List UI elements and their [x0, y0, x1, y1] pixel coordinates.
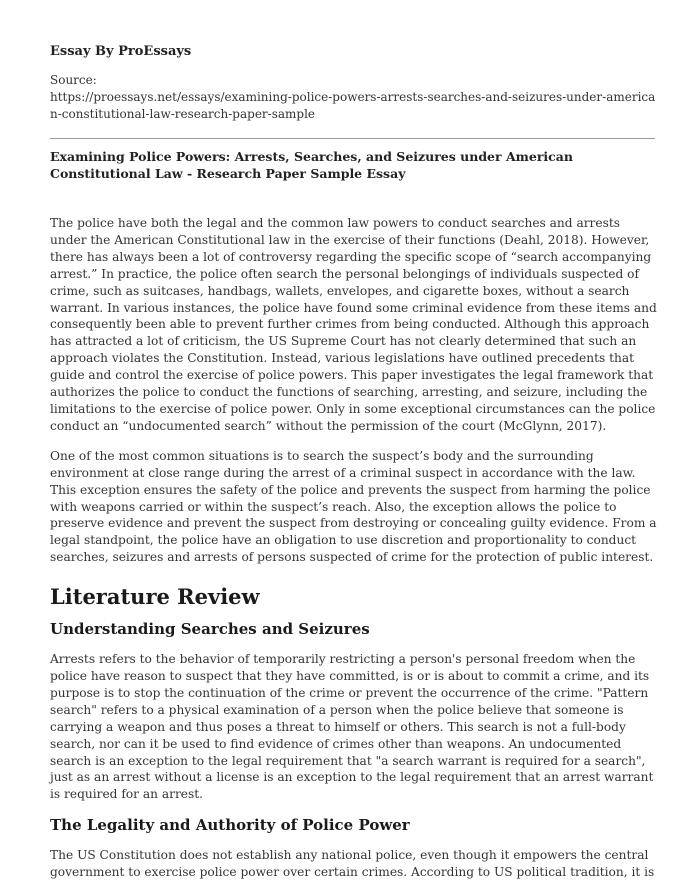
- intro-paragraph-2: One of the most common situations is to search the suspect’s body and the surrounding environment at close range during the arrest of a criminal suspect in accordance with the law. This exception ensures the safety of the police and prevents the suspect from harming the police with weapons carried or within the suspect’s reach. Also, the exception allows the police to preserve evidence and prevent the suspect from destroying or concealing guilty evidence. From a legal standpoint, the police have an obligation to use discretion and proportionality to conduct searches, seizures and arrests of persons suspected of crime for the protection of public interest.: [50, 448, 657, 565]
- source-block: [50, 72, 660, 123]
- essay-title: Examining Police Powers: Arrests, Searches, and Seizures under American Constitutional Law - Research Paper Sample Essay: [50, 149, 573, 181]
- divider: [50, 138, 655, 139]
- subsection-heading-police-power: The Legality and Authority of Police Power: [50, 816, 410, 835]
- subsection-heading-searches-seizures: Understanding Searches and Seizures: [50, 620, 370, 639]
- essay-body: [50, 215, 660, 894]
- intro-paragraph-1: The police have both the legal and the common law powers to conduct searches and arrests under the American Constitutional law in the exercise of their functions (Deahl, 2018). However, there has always been a lot of controversy regarding the specific scope of “search accompanying arrest.” In practice, the police often search the personal belongings of individuals suspected of crime, such as suitcases, handbags, wallets, envelopes, and cigarette boxes, without a search warrant. In various instances, the police have found some criminal evidence from these items and consequently been able to prevent further crimes from being conducted. Although this approach has attracted a lot of criticism, the US Supreme Court has not clearly determined that such an approach violates the Constitution. Instead, various legislations have outlined precedents that guide and control the exercise of police powers. This paper investigates the legal framework that authorizes the police to conduct the functions of searching, arresting, and seizure, including the limitations to the exercise of police power. Only in some exceptional circumstances can the police conduct an “undocumented search” without the permission of the court (McGlynn, 2017).: [50, 216, 657, 433]
- searches-seizures-paragraph: Arrests refers to the behavior of temporarily restricting a person's personal freedom when the police have reason to suspect that they have committed, is or is about to commit a crime, and its purpose is to stop the continuation of the crime or prevent the occurrence of the crime. "Pattern search" refers to a physical examination of a person when the police believe that someone is carrying a weapon and thus poses a threat to himself or others. This search is not a full-body search, nor can it be used to find evidence of crimes other than weapons. An undocumented search is an exception to the legal requirement that "a search warrant is required for a search", just as an arrest without a license is an exception to the legal requirement that an arrest warrant is required for an arrest.: [50, 652, 654, 802]
- source-url: https://proessays.net/essays/examining-police-powers-arrests-searches-and-seizures-under-american-constitutional-law-research-paper-sample: [50, 90, 656, 121]
- brand-label: Essay By ProEssays: [50, 44, 192, 59]
- police-power-paragraph: The US Constitution does not establish any national police, even though it empowers the central government to exercise police power over certain crimes. According to US political tradition, it is: [50, 848, 655, 880]
- source-label: Source:: [50, 73, 97, 87]
- section-heading-literature-review: Literature Review: [50, 584, 260, 610]
